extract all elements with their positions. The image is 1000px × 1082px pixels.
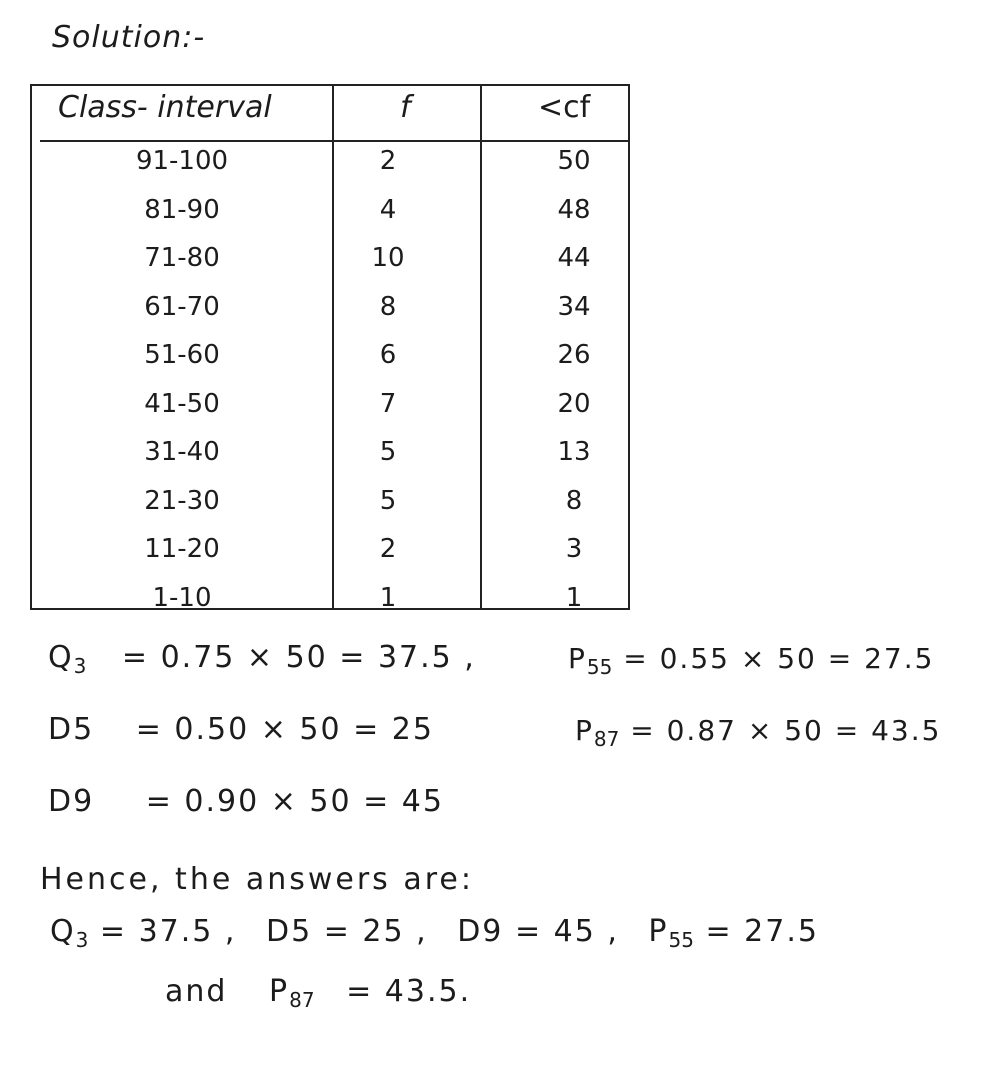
p55-equation xyxy=(568,642,934,679)
p87-expression: = 0.87 × 50 = 43.5 xyxy=(630,714,942,747)
answer-d5-symbol: D5 xyxy=(266,914,313,949)
answer-d9-symbol: D9 xyxy=(457,914,504,949)
cell-cumulative-frequency: 1 xyxy=(565,582,583,613)
cell-class-interval: 61-70 xyxy=(144,291,220,322)
header-divider xyxy=(40,140,628,142)
cell-cumulative-frequency: 3 xyxy=(565,534,583,564)
cell-cumulative-frequency: 13 xyxy=(557,437,591,467)
cell-frequency: 6 xyxy=(379,340,397,370)
q3-expression: = 0.75 × 50 = 37.5 , xyxy=(121,640,476,675)
d9-equation xyxy=(48,784,444,819)
cell-cumulative-frequency: 44 xyxy=(557,243,591,273)
answer-p87-value: = 43.5. xyxy=(346,974,472,1009)
cell-class-interval: 91-100 xyxy=(135,146,229,176)
cell-frequency: 5 xyxy=(379,485,397,516)
answer-p87-symbol: $P_{87}$ xyxy=(269,974,315,1012)
conclusion-intro: Hence, the answers are: xyxy=(40,862,474,897)
column-divider xyxy=(480,86,482,608)
p87-equation xyxy=(575,714,941,751)
cell-cumulative-frequency: 50 xyxy=(557,146,591,176)
p55-expression: = 0.55 × 50 = 27.5 xyxy=(623,642,935,675)
frequency-table xyxy=(30,84,630,613)
d9-symbol: D xyxy=(48,784,74,819)
header-class-interval: Class- interval xyxy=(58,90,272,125)
cell-frequency: 8 xyxy=(379,291,397,322)
cell-class-interval: 81-90 xyxy=(144,194,220,225)
cell-class-interval: 71-80 xyxy=(144,243,220,273)
d5-expression: = 0.50 × 50 = 25 xyxy=(135,712,434,747)
answer-p55-value: = 27.5 xyxy=(705,914,819,949)
cell-class-interval: 41-50 xyxy=(144,388,220,419)
d5-subscript: 5 xyxy=(73,712,95,747)
p87-symbol: P xyxy=(575,714,594,747)
answers-line-1 xyxy=(50,914,819,952)
p87-subscript: 87 xyxy=(593,727,620,751)
header-frequency: f xyxy=(400,90,411,125)
cell-frequency: 7 xyxy=(379,388,397,419)
q3-symbol: Q xyxy=(48,640,74,675)
d5-equation xyxy=(48,712,434,747)
answer-q3-value: = 37.5 , xyxy=(99,914,237,949)
q3-subscript: 3 xyxy=(73,654,87,678)
cell-frequency: 2 xyxy=(379,146,397,176)
q3-equation xyxy=(48,640,476,678)
column-divider xyxy=(332,86,334,608)
cell-cumulative-frequency: 20 xyxy=(557,388,591,419)
cell-cumulative-frequency: 48 xyxy=(557,194,591,225)
cell-class-interval: 31-40 xyxy=(144,437,220,467)
cell-class-interval: 51-60 xyxy=(144,340,220,370)
cell-cumulative-frequency: 8 xyxy=(565,485,583,516)
cell-cumulative-frequency: 26 xyxy=(557,340,591,370)
p55-subscript: 55 xyxy=(586,655,613,679)
cell-frequency: 5 xyxy=(379,437,397,467)
cell-frequency: 4 xyxy=(379,194,397,225)
cell-class-interval: 1-10 xyxy=(152,582,212,613)
cell-frequency: 2 xyxy=(379,534,397,564)
cell-frequency: 10 xyxy=(371,243,405,273)
d9-subscript: 9 xyxy=(73,784,95,819)
d5-symbol: D xyxy=(48,712,74,747)
answers-line-2 xyxy=(165,974,471,1012)
answer-p55-symbol: $P_{55}$ xyxy=(648,914,694,952)
p55-symbol: P xyxy=(568,642,587,675)
solution-heading: Solution:- xyxy=(52,20,206,55)
cell-cumulative-frequency: 34 xyxy=(557,291,591,322)
answer-q3-symbol: $Q_3$ xyxy=(50,914,89,952)
answer-d5-value: = 25 , xyxy=(323,914,428,949)
answer-d9-value: = 45 , xyxy=(514,914,619,949)
header-cumulative-frequency: <cf xyxy=(538,90,591,125)
cell-frequency: 1 xyxy=(379,582,397,613)
d9-expression: = 0.90 × 50 = 45 xyxy=(145,784,444,819)
cell-class-interval: 11-20 xyxy=(144,534,220,564)
answer-and: and xyxy=(165,974,228,1009)
cell-class-interval: 21-30 xyxy=(144,485,220,516)
